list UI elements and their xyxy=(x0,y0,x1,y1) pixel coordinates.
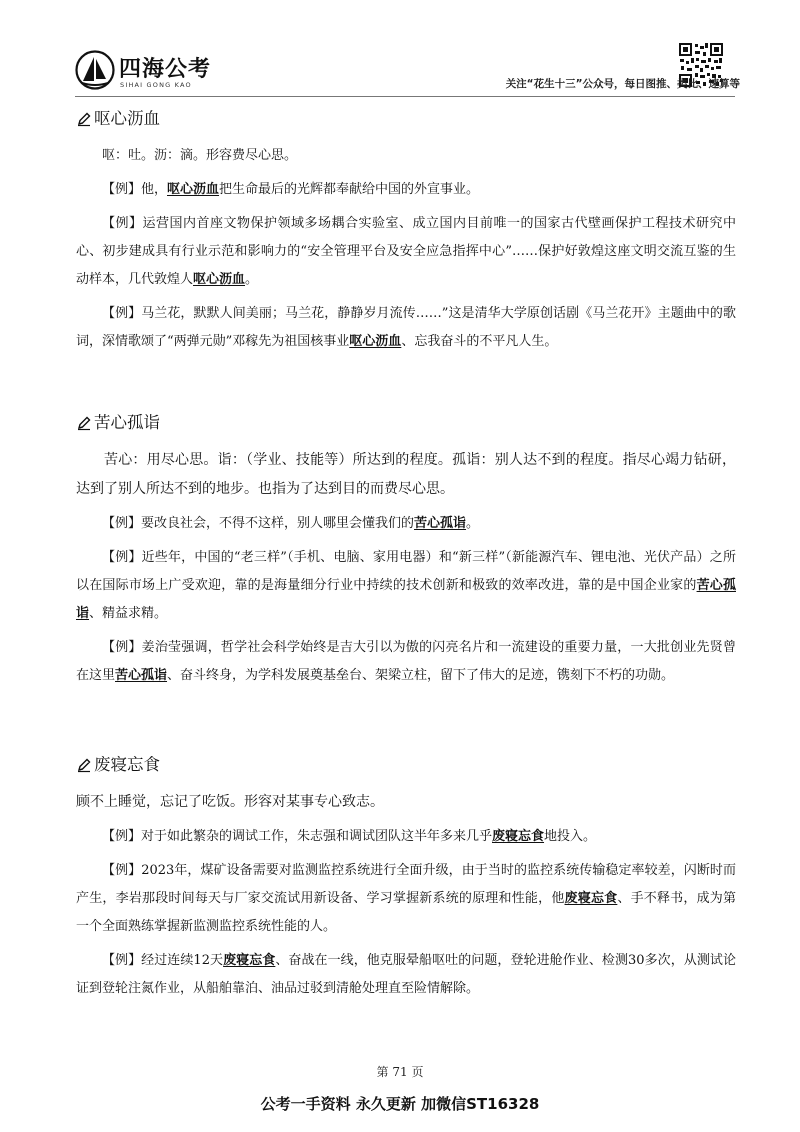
pen-icon xyxy=(76,757,92,773)
idiom-section xyxy=(76,752,736,1003)
example: 【例】对于如此繁杂的调试工作，朱志强和调试团队这半年多来几乎废寝忘食地投入。 xyxy=(102,829,597,844)
example: 【例】运营国内首座文物保护领域多场耦合实验室、成立国内目前唯一的国家古代壁画保护工程技术研究中心、初步建成具有行业示范和影响力的“安全管理平台及安全应急指挥中心”……保护好敦煌这座文明交流互鉴的生动样本，几代敦煌人呕心沥血。 xyxy=(76,216,736,287)
highlight-idiom: 苦心孤诣 xyxy=(115,668,168,683)
header-divider xyxy=(75,96,735,97)
sail-logo-icon xyxy=(75,50,115,90)
idiom-title: 废寝忘食 xyxy=(76,752,736,778)
highlight-idiom: 废寝忘食 xyxy=(492,829,545,844)
header-slogan: 关注“花生十三”公众号，每日图推、类比、速算等 xyxy=(505,78,740,90)
logo-text: 四海公考 xyxy=(119,57,212,82)
highlight-idiom: 苦心孤诣 xyxy=(414,516,467,531)
main-content xyxy=(76,106,736,1009)
example: 【例】马兰花，默默人间美丽；马兰花，静静岁月流传……”这是清华大学原创话剧《马兰花开》主题曲中的歌词，深情歌颂了“两弹元勋”邓稼先为祖国核事业呕心沥血、忘我奋斗的不平凡人生。 xyxy=(76,306,736,349)
example: 【例】姜治莹强调，哲学社会科学始终是吉大引以为傲的闪亮名片和一流建设的重要力量，一大批创业先贤曾在这里苦心孤诣、奋斗终身，为学科发展奠基垒台、架梁立柱，留下了伟大的足迹，镌刻下不朽的功勋。 xyxy=(76,640,736,683)
definition: 顾不上睡觉，忘记了吃饭。形容对某事专心致志。 xyxy=(76,794,384,810)
idiom-title: 苦心孤诣 xyxy=(76,410,736,436)
brand-logo xyxy=(75,48,225,100)
highlight-idiom: 呕心沥血 xyxy=(193,272,246,287)
example: 【例】2023年，煤矿设备需要对监测监控系统进行全面升级，由于当时的监控系统传输稳定率较差，闪断时而产生，李岩那段时间每天与厂家交流试用新设备、学习掌握新系统的原理和性能，他废寝忘食、手不释书，成为第一个全面熟练掌握新监测监控系统性能的人。 xyxy=(76,863,736,934)
example: 【例】要改良社会，不得不这样，别人哪里会懂我们的苦心孤诣。 xyxy=(102,516,480,531)
page-number: 第 71 页 xyxy=(376,1065,424,1079)
example: 【例】经过连续12天废寝忘食、奋战在一线，他克服晕船呕吐的问题，登轮进舱作业、检测30多次，从测试论证到登轮注氮作业，从船舶靠泊、油品过驳到清舱处理直至险情解除。 xyxy=(76,953,736,996)
definition: 苦心：用尽心思。诣：（学业、技能等）所达到的程度。孤诣：别人达不到的程度。指尽心竭力钻研，达到了别人所达不到的地步。也指为了达到目的而费尽心思。 xyxy=(76,452,736,497)
idiom-section xyxy=(76,106,736,356)
example: 【例】他，呕心沥血把生命最后的光辉都奉献给中国的外宣事业。 xyxy=(102,182,480,197)
page-header xyxy=(0,0,800,100)
footer-banner: 公考一手资料 永久更新 加微信ST16328 xyxy=(260,1095,540,1113)
idiom-section xyxy=(76,410,736,690)
pen-icon xyxy=(76,415,92,431)
highlight-idiom: 废寝忘食 xyxy=(564,891,618,906)
idiom-title: 呕心沥血 xyxy=(76,106,736,132)
definition: 呕：吐。沥：滴。形容费尽心思。 xyxy=(102,148,298,163)
pen-icon xyxy=(76,111,92,127)
highlight-idiom: 呕心沥血 xyxy=(167,182,220,197)
highlight-idiom: 苦心孤诣 xyxy=(76,578,736,621)
highlight-idiom: 废寝忘食 xyxy=(223,953,276,968)
example: 【例】近些年，中国的“老三样”（手机、电脑、家用电器）和“新三样”（新能源汽车、锂电池、光伏产品）之所以在国际市场上广受欢迎，靠的是海量细分行业中持续的技术创新和极致的效率改进，靠的是中国企业家的苦心孤诣、精益求精。 xyxy=(76,550,736,621)
highlight-idiom: 呕心沥血 xyxy=(349,334,402,349)
logo-subtitle: SIHAI GONG KAO xyxy=(120,81,192,89)
